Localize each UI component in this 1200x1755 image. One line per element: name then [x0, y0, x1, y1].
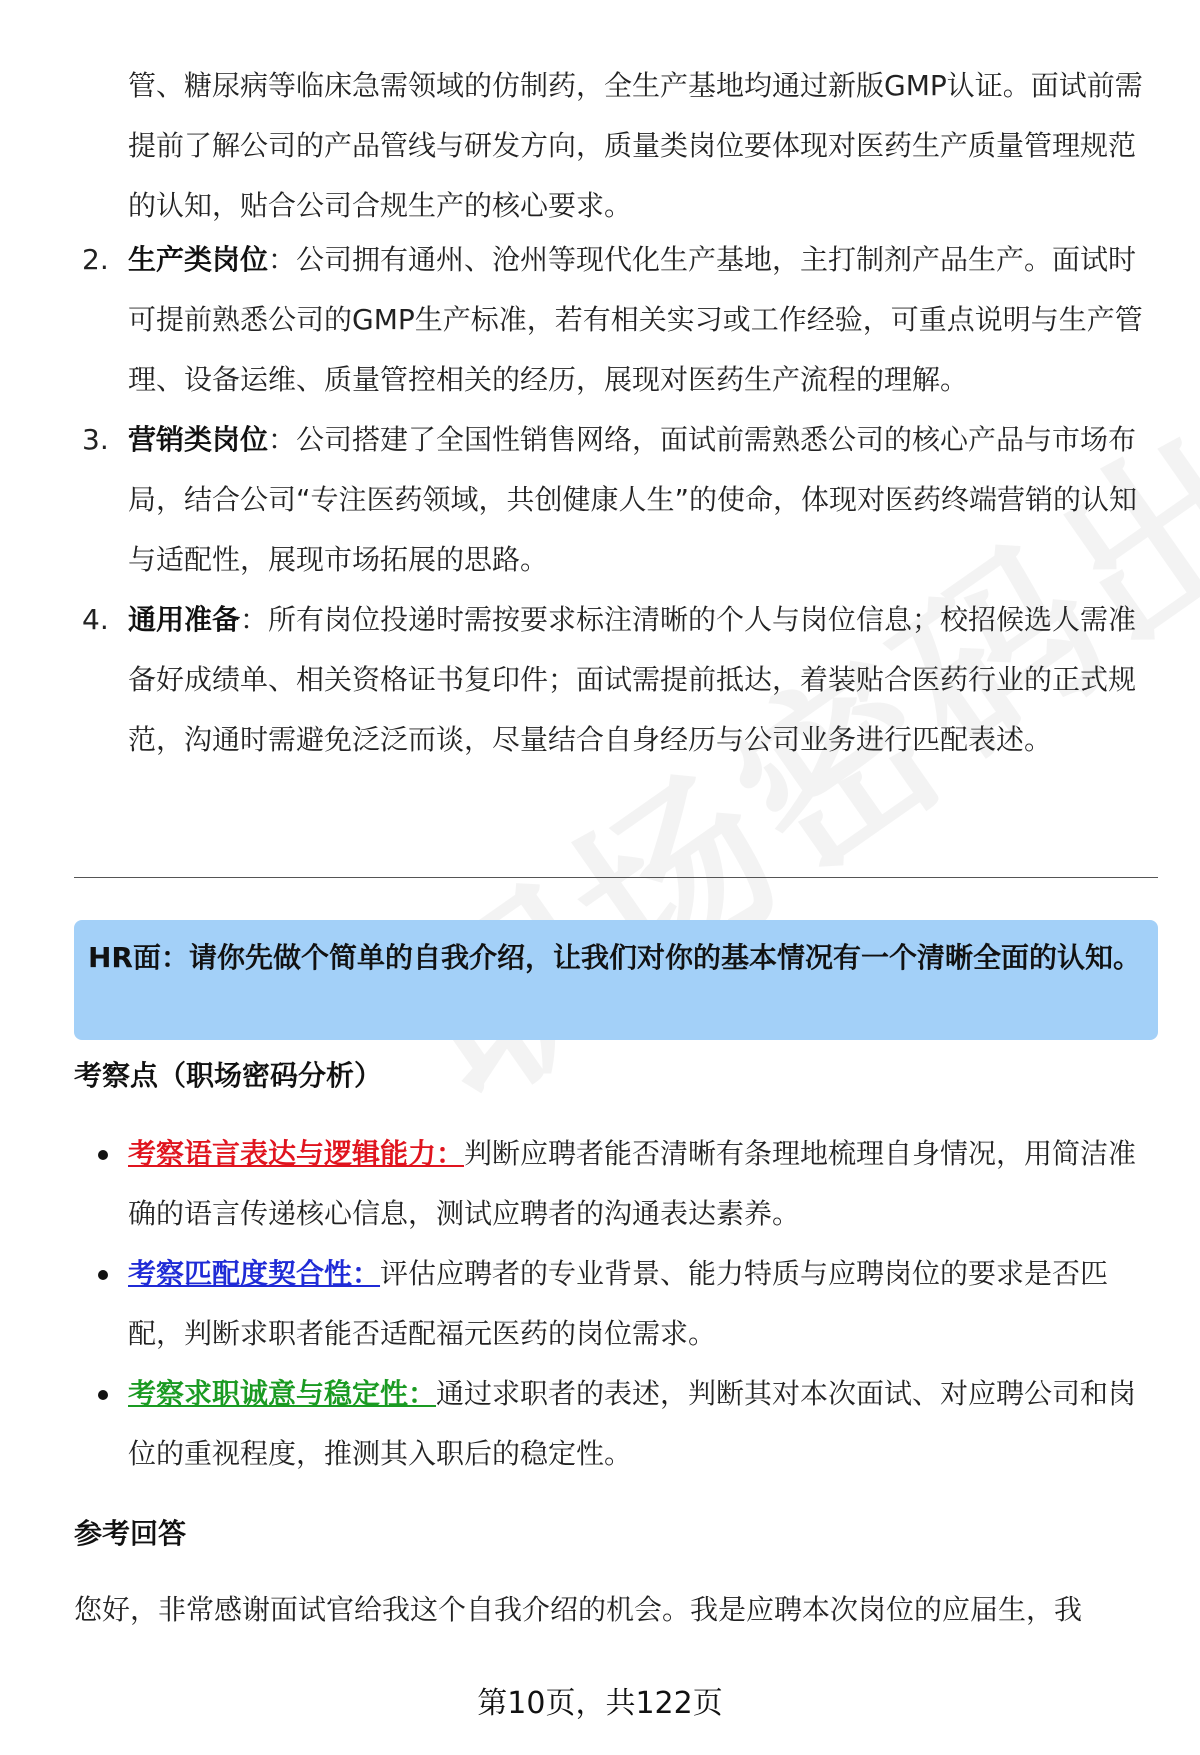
bullet-text: 通过求职者的表述，判断其对本次面试、对应聘公司和岗位的重视程度，推测其入职后的稳定性。: [128, 1377, 1137, 1470]
item-label: 生产类岗位: [128, 243, 269, 276]
list-item: [128, 1364, 1148, 1484]
answer-text: 您好，非常感谢面试官给我这个自我介绍的机会。我是应聘本次岗位的应届生，我: [74, 1593, 1083, 1626]
bullet-icon: [98, 1150, 108, 1160]
item-text: ：公司搭建了全国性销售网络，面试前需熟悉公司的核心产品与市场布局，结合公司“专注医药领域，共创健康人生”的使命，体现对医药终端营销的认知与适配性，展现市场拓展的思路。: [128, 423, 1138, 576]
bullet-tag: 考察匹配度契合性：: [128, 1257, 381, 1290]
item-label: 营销类岗位: [128, 423, 269, 456]
bullet-text: 评估应聘者的专业背景、能力特质与应聘岗位的要求是否匹配，判断求职者能否适配福元医药的岗位需求。: [128, 1257, 1109, 1350]
list-item: [82, 590, 1148, 770]
numbered-list: [82, 230, 1148, 770]
intro-continuation: 管、糖尿病等临床急需领域的仿制药，全生产基地均通过新版GMP认证。面试前需提前了解公司的产品管线与研发方向，质量类岗位要体现对医药生产质量管理规范的认知，贴合公司合规生产的核心要求。: [128, 69, 1143, 222]
list-item: [128, 1244, 1148, 1364]
list-item: [82, 230, 1148, 410]
list-item: [82, 410, 1148, 590]
bullet-icon: [98, 1390, 108, 1400]
item-label: 通用准备: [128, 603, 241, 636]
item-text: ：公司拥有通州、沧州等现代化生产基地，主打制剂产品生产。面试时可提前熟悉公司的GMP生产标准，若有相关实习或工作经验，可重点说明与生产管理、设备运维、质量管控相关的经历，展现对医药生产流程的理解。: [128, 243, 1143, 396]
list-item: [128, 1124, 1148, 1244]
bullet-text: 判断应聘者能否清晰有条理地梳理自身情况，用简洁准确的语言传递核心信息，测试应聘者的沟通表达素养。: [128, 1137, 1137, 1230]
bullet-icon: [98, 1270, 108, 1280]
section-divider: [74, 877, 1158, 878]
bullet-list: [128, 1124, 1148, 1484]
item-number: 2.: [82, 243, 109, 276]
section-title-reference-answer: 参考回答: [74, 1517, 187, 1550]
bullet-tag: 考察语言表达与逻辑能力：: [128, 1137, 465, 1170]
page-footer: 第10页，共122页: [477, 1686, 723, 1721]
question-box: HR面：请你先做个简单的自我介绍，让我们对你的基本情况有一个清晰全面的认知。: [74, 920, 1158, 1040]
item-text: ：所有岗位投递时需按要求标注清晰的个人与岗位信息；校招候选人需准备好成绩单、相关资格证书复印件；面试需提前抵达，着装贴合医药行业的正式规范，沟通时需避免泛泛而谈，尽量结合自身经历与公司业务进行匹配表述。: [128, 603, 1137, 756]
item-number: 4.: [82, 603, 109, 636]
item-number: 3.: [82, 423, 109, 456]
bullet-tag: 考察求职诚意与稳定性：: [128, 1377, 437, 1410]
section-title-assessment: 考察点（职场密码分析）: [74, 1059, 383, 1092]
